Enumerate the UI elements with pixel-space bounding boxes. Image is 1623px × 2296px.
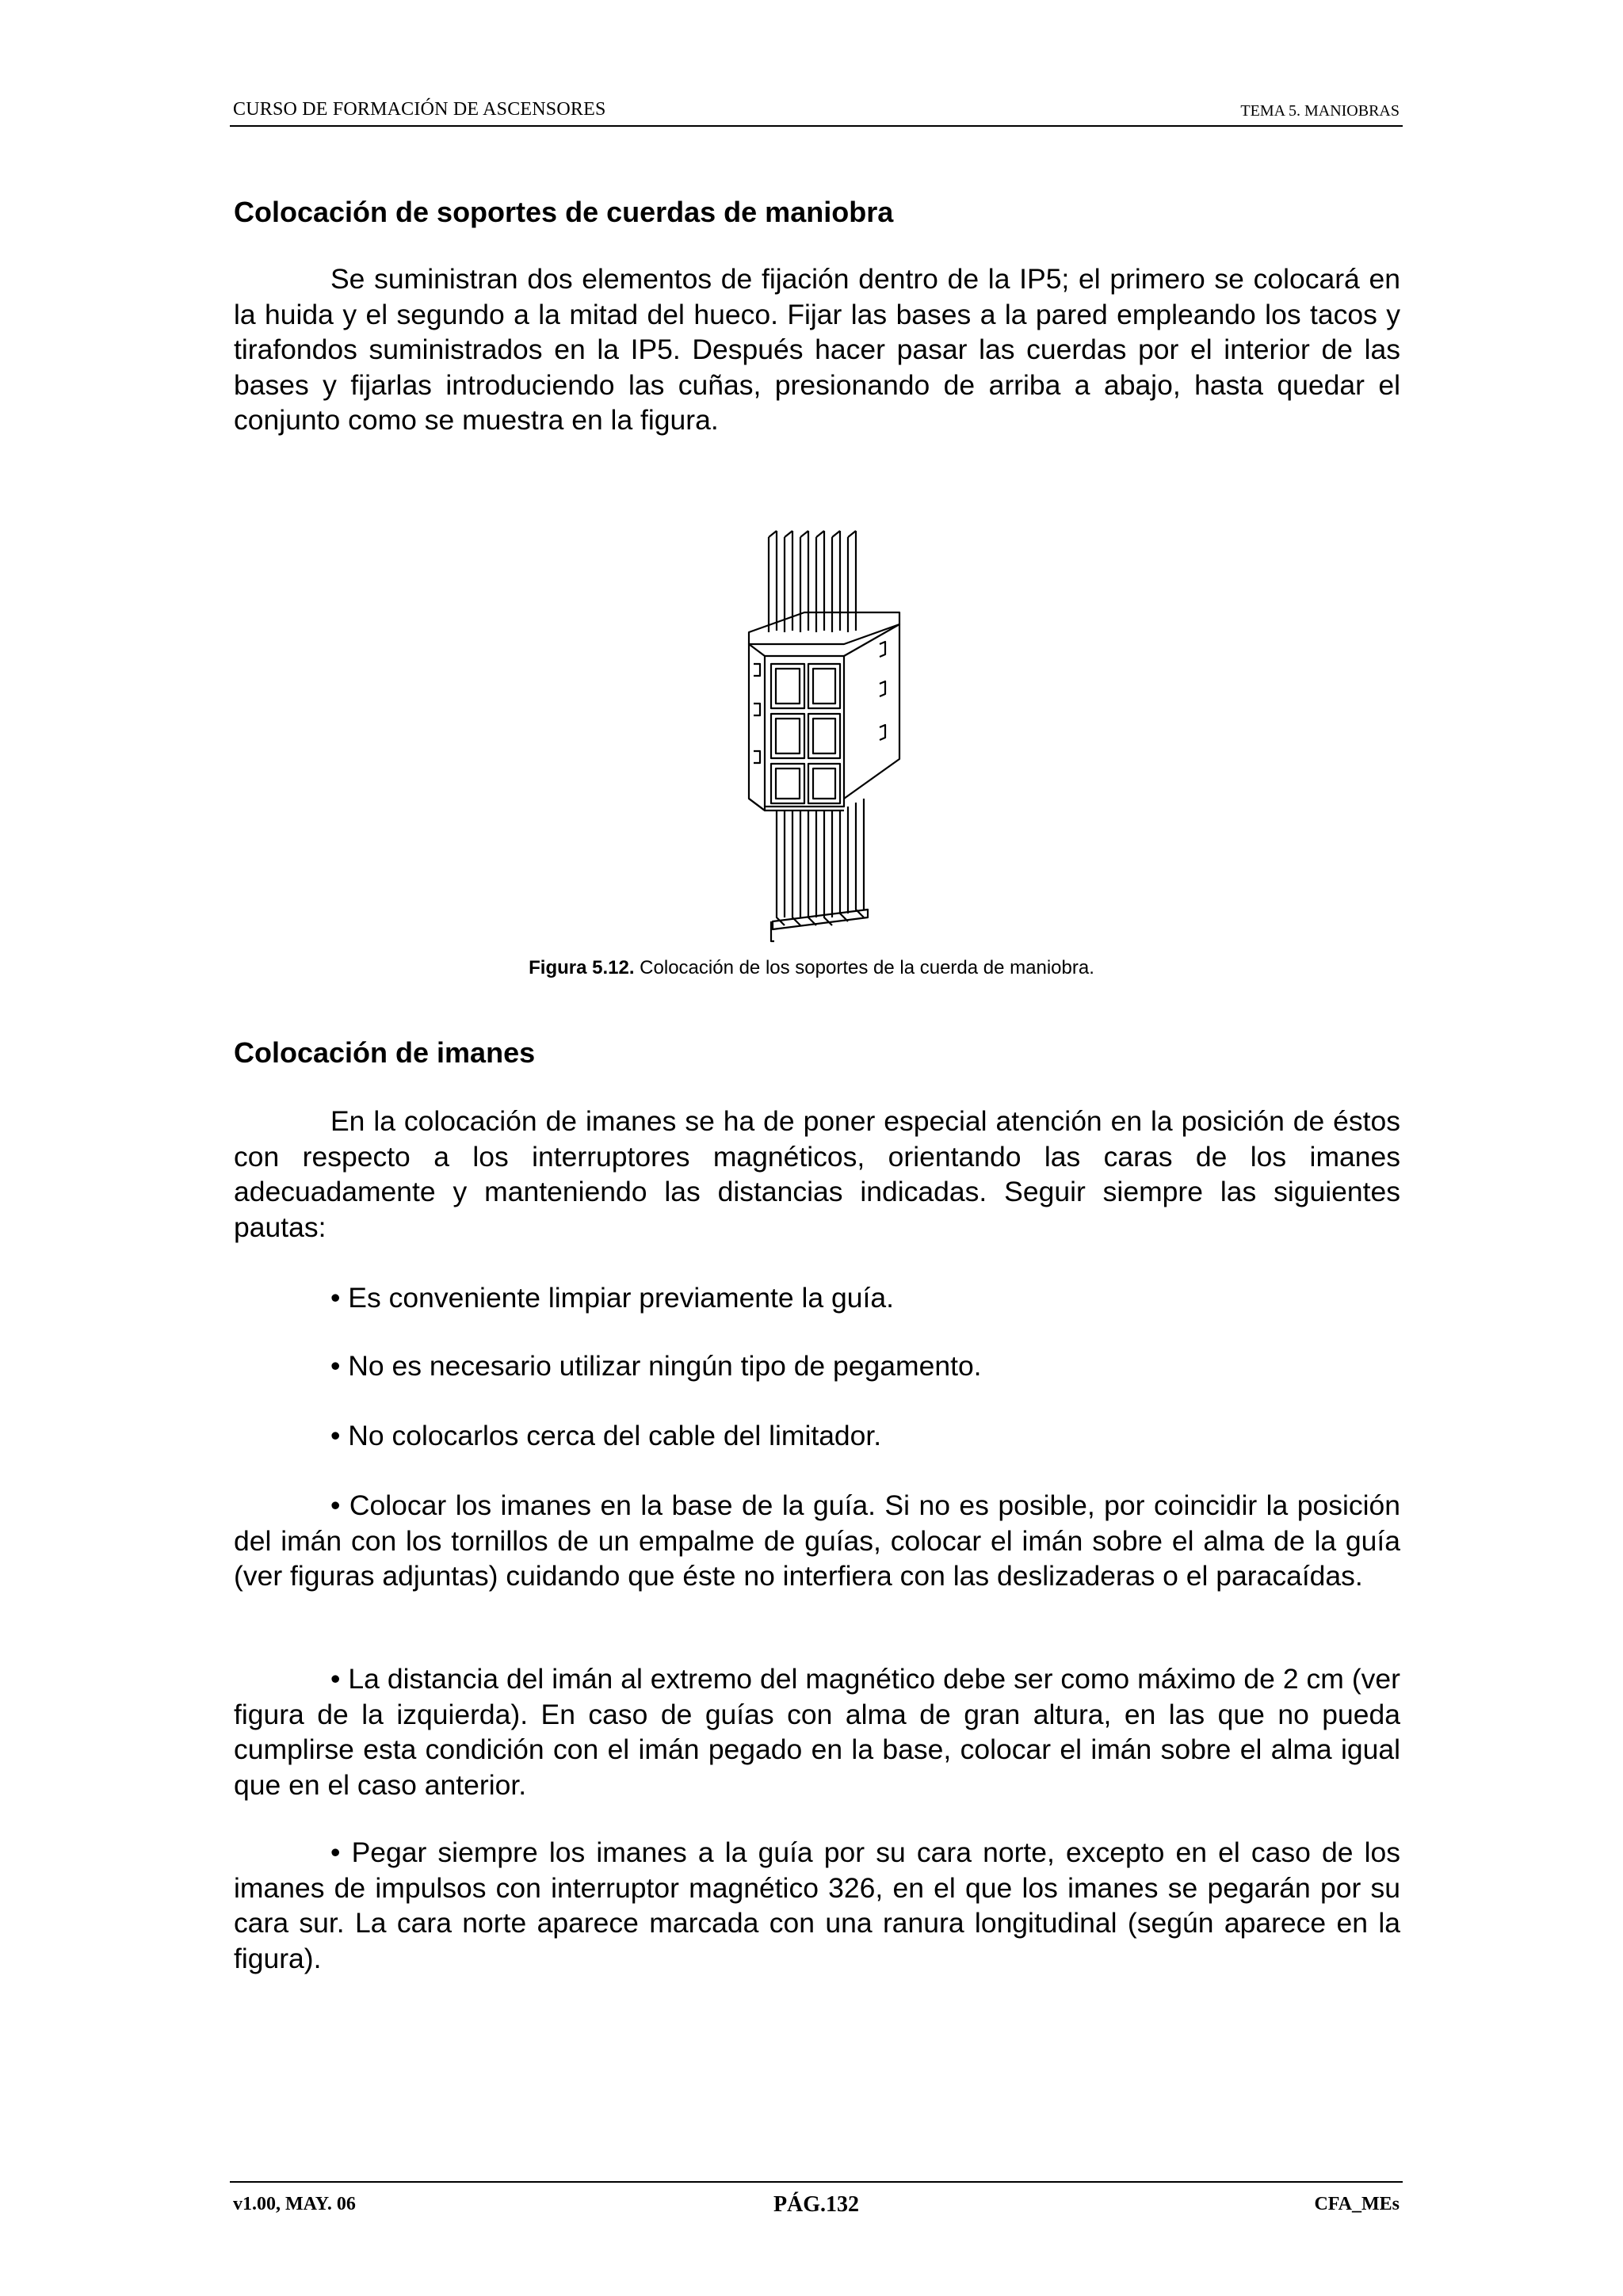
list-item: • No es necesario utilizar ningún tipo de pegamento. (330, 1350, 982, 1382)
section-title-rope-supports: Colocación de soportes de cuerdas de maniobra (234, 196, 894, 228)
list-item: • Pegar siempre los imanes a la guía por su cara norte, excepto en el caso de los imanes de impulsos con interruptor magnético 326, en el que los imanes se pegarán por su cara sur. La cara norte aparece marcada con una ranura longitudinal (según aparece en la figura). (234, 1836, 1400, 1974)
footer-doc-code: CFA_MEs (1314, 2194, 1400, 2214)
figure-caption-text: Colocación de los soportes de la cuerda de maniobra. (634, 957, 1094, 978)
list-item: • Colocar los imanes en la base de la guía. Si no es posible, por coincidir la posición del imán con los tornillos de un empalme de guías, colocar el imán sobre el alma de la guía (ver figuras adjuntas) cuidando que éste no interfiera con las deslizaderas o el paracaídas. (234, 1489, 1400, 1592)
list-item: • Es conveniente limpiar previamente la guía. (330, 1282, 894, 1314)
bullet-paragraph-base (234, 1488, 1400, 1594)
header-course-title: CURSO DE FORMACIÓN DE ASCENSORES (233, 99, 606, 120)
figure-label: Figura 5.12. (529, 957, 635, 978)
bullet-paragraph-north-face (234, 1835, 1400, 1976)
rope-support-figure (678, 474, 955, 949)
footer-page-number: PÁG.132 (773, 2192, 860, 2217)
section2-paragraph: En la colocación de imanes se ha de poner especial atención en la posición de éstos con respecto a los interruptores magnéticos, orientando las caras de los imanes adecuadamente y manteniendo las distancias indicadas. Seguir siempre las siguientes pautas: (234, 1105, 1400, 1243)
page-footer (230, 2181, 1403, 2222)
figure-caption (0, 957, 1623, 979)
section-title-magnets: Colocación de imanes (234, 1036, 536, 1069)
header-topic: TEMA 5. MANIOBRAS (1240, 102, 1400, 120)
bullet-paragraph-distance (234, 1661, 1400, 1802)
section1-paragraph: Se suministran dos elementos de fijación dentro de la IP5; el primero se colocará en la huida y el segundo a la mitad del hueco. Fijar las bases a la pared empleando los tacos y tirafondos suministrados en la IP5. Después hacer pasar las cuerdas por el interior de las bases y fijarlas introduciendo las cuñas, presionando de arriba a abajo, hasta quedar el conjunto como se muestra en la figura. (234, 263, 1400, 436)
page-header (230, 93, 1403, 127)
section2-body (234, 1104, 1400, 1245)
list-item: • La distancia del imán al extremo del magnético debe ser como máximo de 2 cm (ver figura de la izquierda). En caso de guías con alma de gran altura, en las que no pueda cumplirse esta condición con el imán pegado en la base, colocar el imán sobre el alma igual que en el caso anterior. (234, 1663, 1400, 1801)
footer-version: v1.00, MAY. 06 (233, 2194, 356, 2214)
section1-body (234, 261, 1400, 438)
rope-support-illustration (678, 474, 955, 949)
list-item: • No colocarlos cerca del cable del limitador. (330, 1420, 882, 1451)
